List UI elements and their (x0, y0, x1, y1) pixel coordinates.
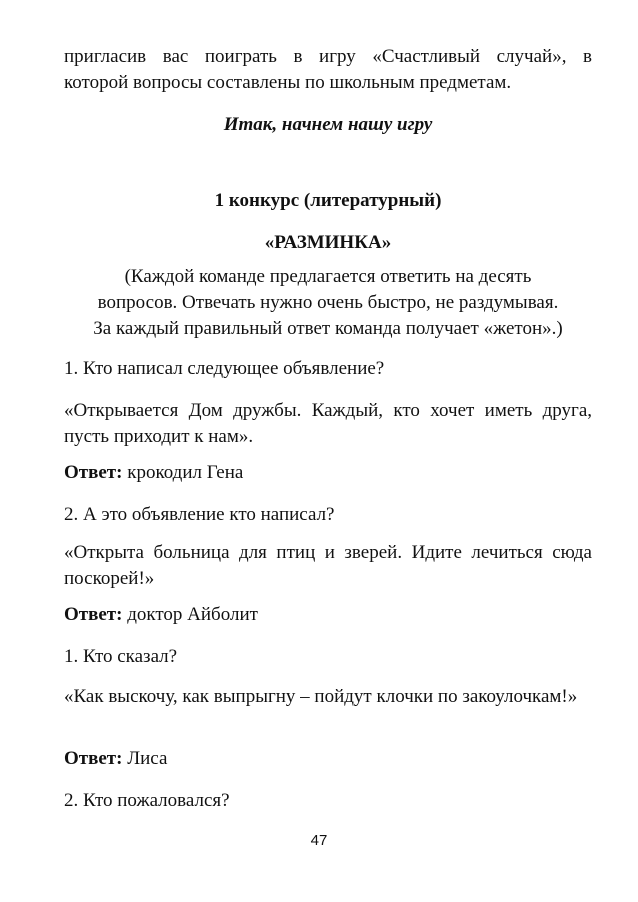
answer-3 (64, 746, 592, 772)
intro-line-1: пригласив вас поиграть в игру «Счастливый случай», в (64, 46, 592, 67)
question-1-quote: «Открывается Дом дружбы. Каждый, кто хочет иметь друга, пусть приходит к нам». (64, 400, 592, 447)
rules-line-3: За каждый правильный ответ команда получает «жетон».) (93, 318, 563, 339)
answer-3-text: Лиса (122, 748, 168, 769)
answer-2 (64, 602, 592, 628)
answer-1-text: крокодил Гена (122, 462, 244, 483)
rules-paragraph (60, 264, 596, 342)
question-4: 2. Кто пожаловался? (64, 790, 230, 811)
intro-line-2: которой вопросы составлены по школьным предметам. (64, 72, 512, 93)
answer-label: Ответ: (64, 462, 123, 483)
contest-title: 1 конкурс (литературный) (214, 190, 442, 211)
intro-paragraph (64, 44, 592, 96)
question-3-quote: «Как выскочу, как выпрыгну – пойдут клочки по закоулочкам!» (64, 686, 578, 707)
contest-name: «РАЗМИНКА» (264, 232, 392, 253)
rules-line-2: вопросов. Отвечать нужно очень быстро, не раздумывая. (97, 292, 559, 313)
answer-1 (64, 460, 592, 486)
answer-label: Ответ: (64, 604, 123, 625)
answer-label: Ответ: (64, 748, 123, 769)
question-2: 2. А это объявление кто написал? (64, 504, 335, 525)
question-3: 1. Кто сказал? (64, 646, 178, 667)
heading-start: Итак, начнем нашу игру (223, 114, 433, 135)
answer-2-text: доктор Айболит (122, 604, 258, 625)
page-number: 47 (310, 832, 328, 849)
question-1: 1. Кто написал следующее объявление? (64, 358, 385, 379)
question-2-quote: «Открыта больница для птиц и зверей. Идите лечиться сюда поскорей!» (64, 542, 592, 589)
rules-line-1: (Каждой команде предлагается ответить на десять (124, 266, 532, 287)
